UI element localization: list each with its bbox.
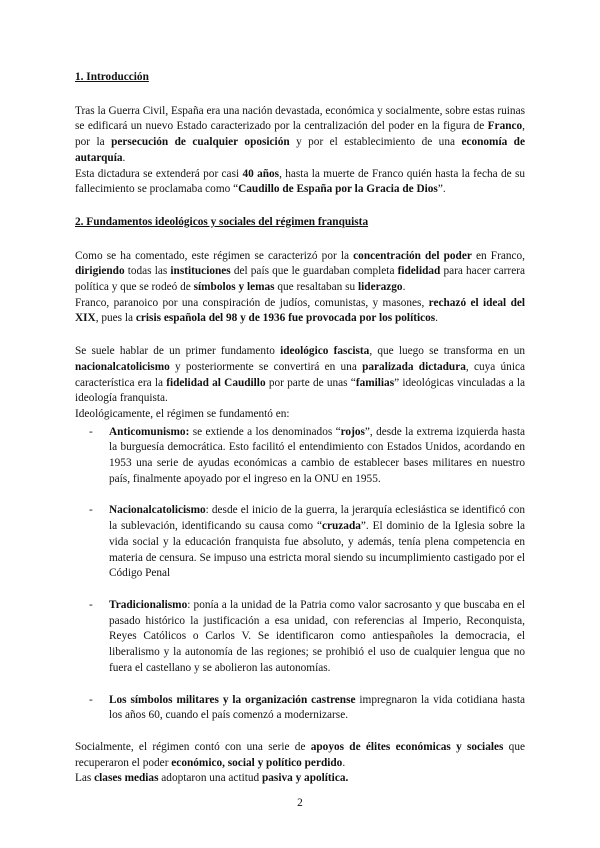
list-item-text [109, 426, 525, 485]
list-item-text [109, 694, 525, 722]
text-run: y posteriormente se convertirá en una [169, 360, 363, 373]
bold-text: crisis española del 98 y de 1936 fue provocada por los políticos [135, 312, 436, 325]
list-item [89, 693, 525, 724]
bold-text: cruzada [321, 520, 361, 533]
bold-text: persecución de cualquier oposición [111, 136, 290, 149]
section-1-paragraph-2 [75, 167, 525, 198]
bold-text: concentración del poder [353, 249, 472, 262]
bold-text: apoyos de élites económicas y sociales [310, 740, 504, 753]
bold-text: pasiva y apolítica. [262, 772, 349, 785]
bold-text: fidelidad [397, 265, 441, 278]
bold-text: símbolos y lemas [193, 281, 275, 294]
text-run: , pues la [95, 312, 136, 325]
text-run: en Franco, [471, 249, 525, 262]
section-1-title: 1. Introducción [75, 71, 149, 83]
bold-text: familias [355, 376, 395, 389]
section-2-paragraph-6 [75, 771, 525, 787]
bold-text: rechazó el ideal del XIX [75, 296, 526, 325]
list-item-text [109, 504, 525, 579]
text-run: Las [75, 772, 95, 785]
text-run: , que luego se transforma en un [369, 345, 525, 358]
bold-text: instituciones [170, 265, 231, 278]
text-run: todas las [124, 265, 171, 278]
bold-text: económico, social y político perdido [171, 756, 343, 769]
list-item [89, 503, 525, 582]
list-bullet: - [89, 425, 93, 438]
bold-text: Franco [487, 120, 523, 133]
bold-text: Nacionalcatolicismo [109, 504, 206, 517]
text-run: , hasta la muerte de Franco quién hasta la fecha de su fallecimiento se proclamaba como “ [75, 167, 526, 196]
bold-text: dirigiendo [75, 265, 125, 278]
text-run: Franco, paranoico por una conspiración de judíos, comunistas, y masones, [75, 296, 429, 309]
text-run: . [402, 281, 406, 294]
text-run: : ponía a la unidad de la Patria como valor sacrosanto y que buscaba en el pasado histórico la justificación a esa unidad, con referencias al Imperio, Reconquista, Reyes Católicos o Carlos V. Se identificaron como antiespañoles la democracia, el liberalismo y la autonomía de las regiones; se prohibió el uso de cualquier lengua que no fuera el castellano y se abolieron las autonomías. [109, 598, 525, 674]
bold-text: Anticomunismo: [109, 425, 190, 438]
text-run: que resaltaban su [274, 281, 359, 294]
text-run: impregnaron la vida cotidiana hasta los años 60, cuando el país comenzó a modernizarse. [109, 693, 525, 722]
text-run: por parte de unas “ [265, 376, 356, 389]
section-1-paragraph-1 [75, 104, 525, 167]
text-run: Ideológicamente, el régimen se fundamentó en: [75, 407, 290, 420]
bold-text: paralizada dictadura [362, 360, 466, 373]
text-run: ”. [437, 183, 446, 196]
section-2-paragraph-1 [75, 249, 525, 296]
text-run: Esta dictadura se extenderá por casi [75, 167, 243, 180]
text-run: . [435, 312, 438, 325]
text-run: Como se ha comentado, este régimen se caracterizó por la [75, 249, 354, 262]
text-run: ” ideológicas vinculadas a la ideología franquista. [75, 376, 525, 405]
text-run: se extiende a los denominados “ [189, 425, 341, 438]
list-bullet: - [89, 504, 93, 517]
page-number: 2 [297, 797, 303, 809]
bold-text: rojos [340, 425, 365, 438]
text-run: . [122, 151, 126, 164]
list-item [89, 598, 525, 677]
text-run: que recuperaron el poder [75, 740, 525, 769]
text-run: : desde el inicio de la guerra, la jerarquía eclesiástica se identificó con la sublevación, identificando su causa como “ [109, 504, 525, 533]
text-run: para hacer carrera política y que se rodeó de [75, 265, 525, 294]
page-content [75, 70, 525, 787]
bold-text: fidelidad al Caudillo [166, 376, 266, 389]
section-2-paragraph-4 [75, 407, 525, 423]
bold-text: Tradicionalismo [109, 598, 188, 611]
text-run: , cuya única característica era la [75, 360, 525, 389]
text-run: adoptaron una actitud [158, 772, 262, 785]
list-bullet: - [89, 693, 93, 706]
list-item [89, 425, 526, 488]
text-run: Socialmente, el régimen contó con una serie de [75, 740, 311, 753]
text-run: Tras la Guerra Civil, España era una nación devastada, económica y socialmente, sobre estas ruinas se edificará un nuevo Estado caracterizado por la centralización del poder en la figura de [75, 104, 525, 133]
bold-text: Caudillo de España por la Gracia de Dios [238, 183, 438, 196]
section-2-title: 2. Fundamentos ideológicos y sociales del régimen franquista [75, 215, 369, 228]
text-run: . [342, 756, 346, 769]
bold-text: Los símbolos militares y la organización castrense [109, 693, 356, 706]
section-2-paragraph-3 [75, 344, 525, 407]
bold-text: liderazgo [358, 281, 403, 294]
ideology-list [75, 425, 525, 724]
section-2-paragraph-2 [75, 296, 525, 327]
list-item-text [109, 599, 525, 674]
bold-text: ideológico fascista [280, 345, 370, 358]
bold-text: clases medias [94, 772, 159, 785]
text-run: , por la [75, 120, 525, 149]
text-run: ”, desde la extrema izquierda hasta la burguesía democrática. Esto facilitó el entendimiento con Estados Unidos, acordando en 1953 una serie de ayudas económicas a cambio de establecer bases militares en nuestro país, finalmente apoyado por el ingreso en la ONU en 1955. [109, 425, 526, 485]
bold-text: 40 años [242, 167, 280, 180]
list-bullet: - [89, 598, 93, 611]
text-run: Se suele hablar de un primer fundamento [75, 345, 281, 358]
section-2-paragraph-5 [75, 740, 525, 771]
text-run: ”. El dominio de la Iglesia sobre la vida social y la educación franquista fue absoluto, y además, tenía plena competencia en materia de censura. Se impuso una estricta moral siendo su incumplimiento castigado por el Código Penal [109, 520, 525, 580]
bold-text: nacionalcatolicismo [75, 360, 170, 373]
text-run: del país que le guardaban completa [230, 265, 398, 278]
bold-text: economía de autarquía [75, 136, 525, 164]
text-run: y por el establecimiento de una [289, 136, 462, 149]
